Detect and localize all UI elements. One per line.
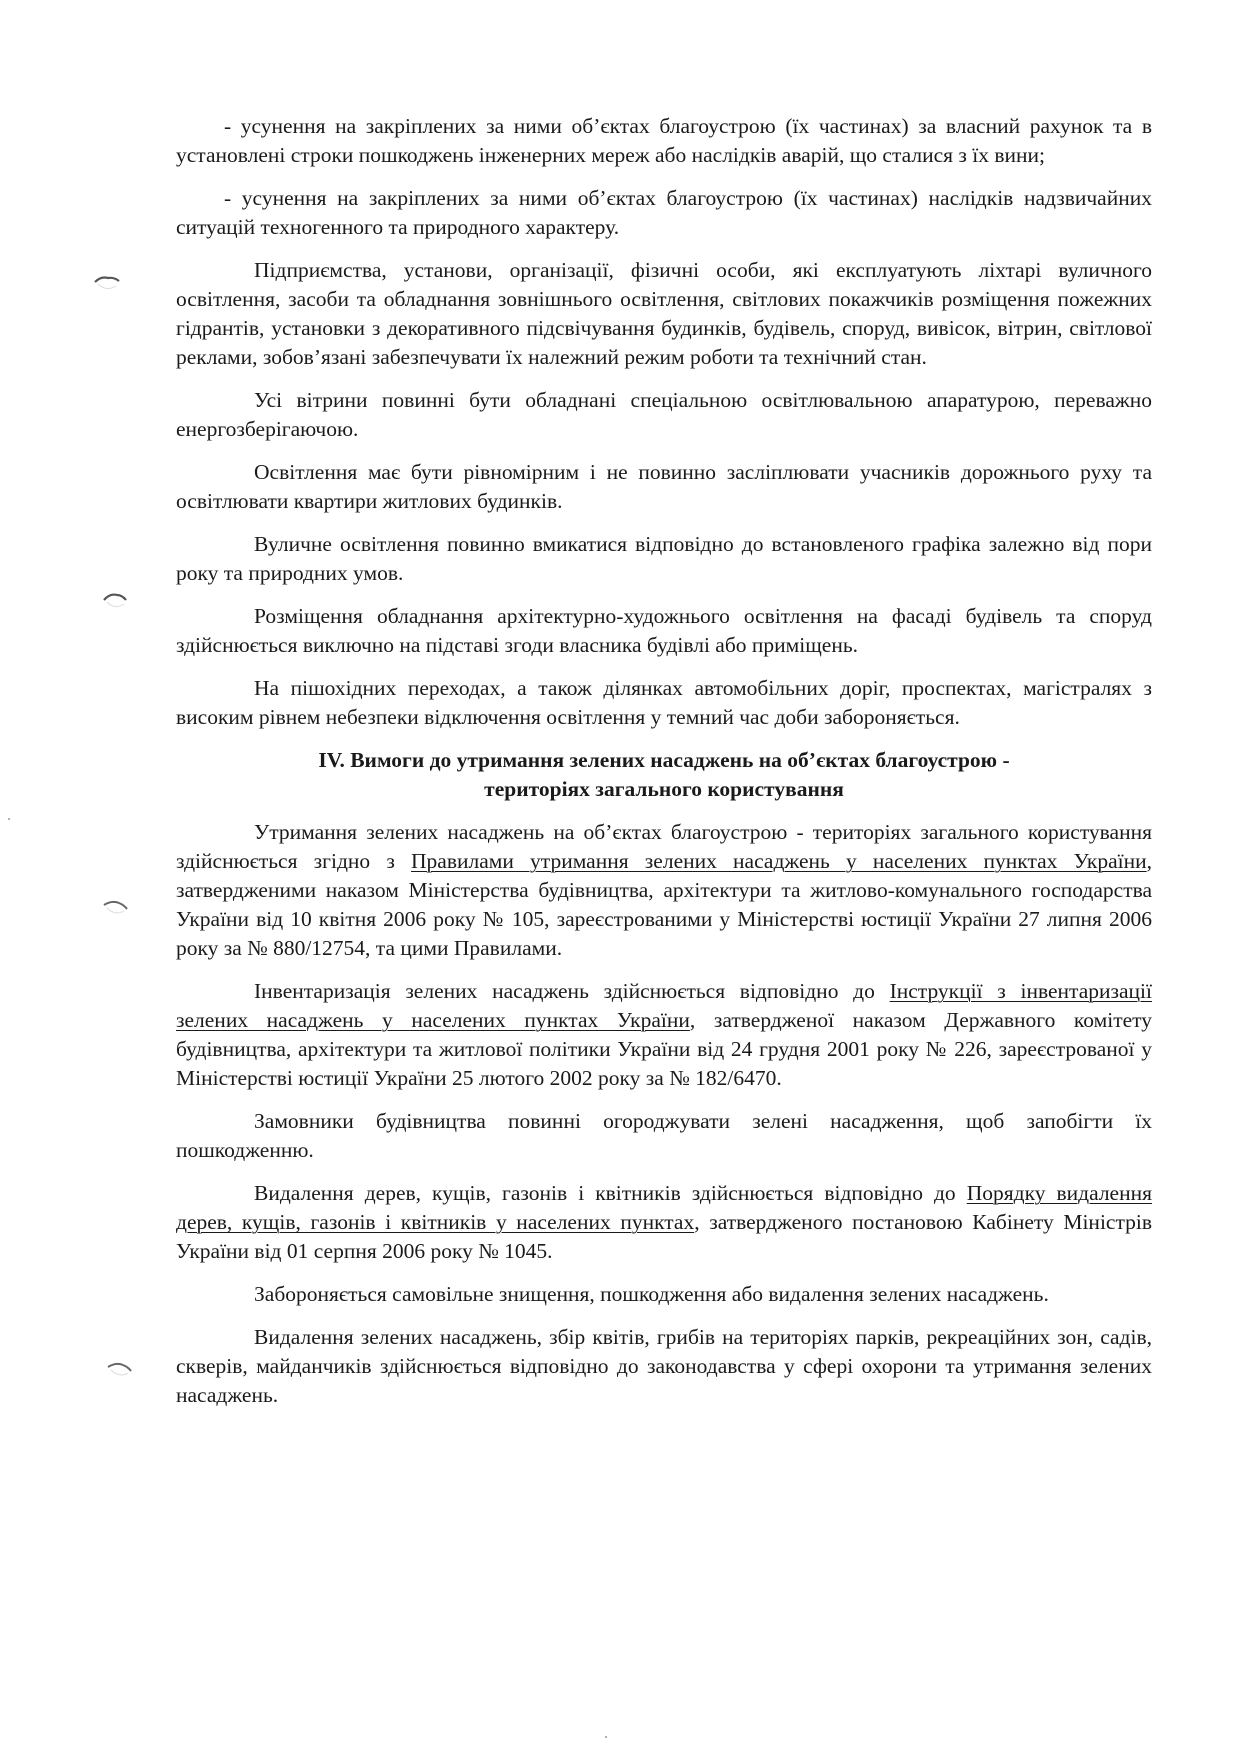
text: , затвердженими наказом Міністерства будівництва, архітектури та житлово-комунального господарства України від 10 квітня 2006 року № 105, зареєстрованими у Міністерстві юстиції України 27 липня 2006 року за № 880/12754, та цими Правилами. [176,849,1153,960]
link-removal-procedure[interactable]: Порядку видалення дерев, кущів, газонів і квітників у населених пунктах [176,1181,1153,1234]
paragraph-damage-repair: - усунення на закріплених за ними об’єктах благоустрою (їх частинах) за власний рахунок та в установлені строки пошкоджень інженерних мереж або наслідків аварій, що сталися з їх вини; [176,114,1152,167]
section-heading-line-2: територіях загального користування [484,777,844,801]
paragraph-construction-fencing: Замовники будівництва повинні огороджувати зелені насадження, щоб запобігти їх пошкодженню. [176,1109,1152,1162]
text: , затвердженої наказом Державного комітету будівництва, архітектури та житлової політики України від 24 грудня 2001 року № 226, зареєстрованої у Міністерстві юстиції України 25 лютого 2002 року за № 182/6470. [176,1008,1152,1090]
paragraph-inventory [176,977,1152,1093]
punch-hole-mark [104,1358,134,1380]
text: , затвердженого постановою Кабінету Міністрів України від 01 серпня 2006 року № 1045. [176,1210,1152,1263]
section-heading-line-1: IV. Вимоги до утримання зелених насаджень на об’єктах благоустрою - [318,748,1010,772]
section-heading [176,746,1152,804]
paragraph-emergency-consequences: - усунення на закріплених за ними об’єктах благоустрою (їх частинах) наслідків надзвичайних ситуацій техногенного та природного характеру. [176,186,1152,239]
paragraph-green-maintenance [176,818,1152,963]
paragraph-lighting-operators: Підприємства, установи, організації, фізичні особи, які експлуатують ліхтарі вуличного освітлення, засоби та обладнання зовнішнього освітлення, світлових покажчиків розміщення пожежних гідрантів, установки з декоративного підсвічування будинків, будівель, споруд, вивісок, вітрин, світлової реклами, зобов’язані забезпечувати їх належний режим роботи та технічний стан. [176,258,1152,369]
punch-hole-mark [100,590,130,612]
document-body [176,112,1152,1424]
scan-speck [605,1736,607,1738]
link-inventory-instruction[interactable]: Інструкції з інвентаризації зелених насаджень у населених пунктах України [176,979,1152,1032]
paragraph-facade-lighting: Розміщення обладнання архітектурно-художнього освітлення на фасаді будівель та споруд здійснюється виключно на підставі згоди власника будівлі або приміщень. [176,604,1152,657]
paragraph-shop-windows: Усі вітрини повинні бути обладнані спеціальною освітлювальною апаратурою, переважно енергозберігаючою. [176,388,1152,441]
text: Видалення дерев, кущів, газонів і квітників здійснюється відповідно до [254,1181,967,1205]
link-green-maintenance-rules[interactable]: Правилами утримання зелених насаджень у населених пунктах України [411,849,1147,873]
paragraph-park-collection: Видалення зелених насаджень, збір квітів, грибів на територіях парків, рекреаційних зон, садів, скверів, майданчиків здійснюється відповідно до законодавства у сфері охорони та утримання зелених насаджень. [176,1325,1152,1407]
paragraph-uniform-lighting: Освітлення має бути рівномірним і не повинно засліплювати учасників дорожнього руху та освітлювати квартири житлових будинків. [176,460,1152,513]
paragraph-street-lighting-schedule: Вуличне освітлення повинно вмикатися відповідно до встановленого графіка залежно від пори року та природних умов. [176,532,1152,585]
punch-hole-mark [92,272,122,294]
paragraph-tree-removal [176,1179,1152,1266]
paragraph-pedestrian-crossings: На пішохідних переходах, а також ділянках автомобільних доріг, проспектах, магістралях з високим рівнем небезпеки відключення освітлення у темний час доби забороняється. [176,676,1152,729]
scan-speck [8,818,10,820]
text: Інвентаризація зелених насаджень здійснюється відповідно до [254,979,890,1003]
text: Утримання зелених насаджень на об’єктах благоустрою - територіях загального користування здійснюється згідно з [176,820,1152,873]
punch-hole-mark [100,896,130,918]
paragraph-unauthorized-destruction: Забороняється самовільне знищення, пошкодження або видалення зелених насаджень. [254,1282,1049,1306]
